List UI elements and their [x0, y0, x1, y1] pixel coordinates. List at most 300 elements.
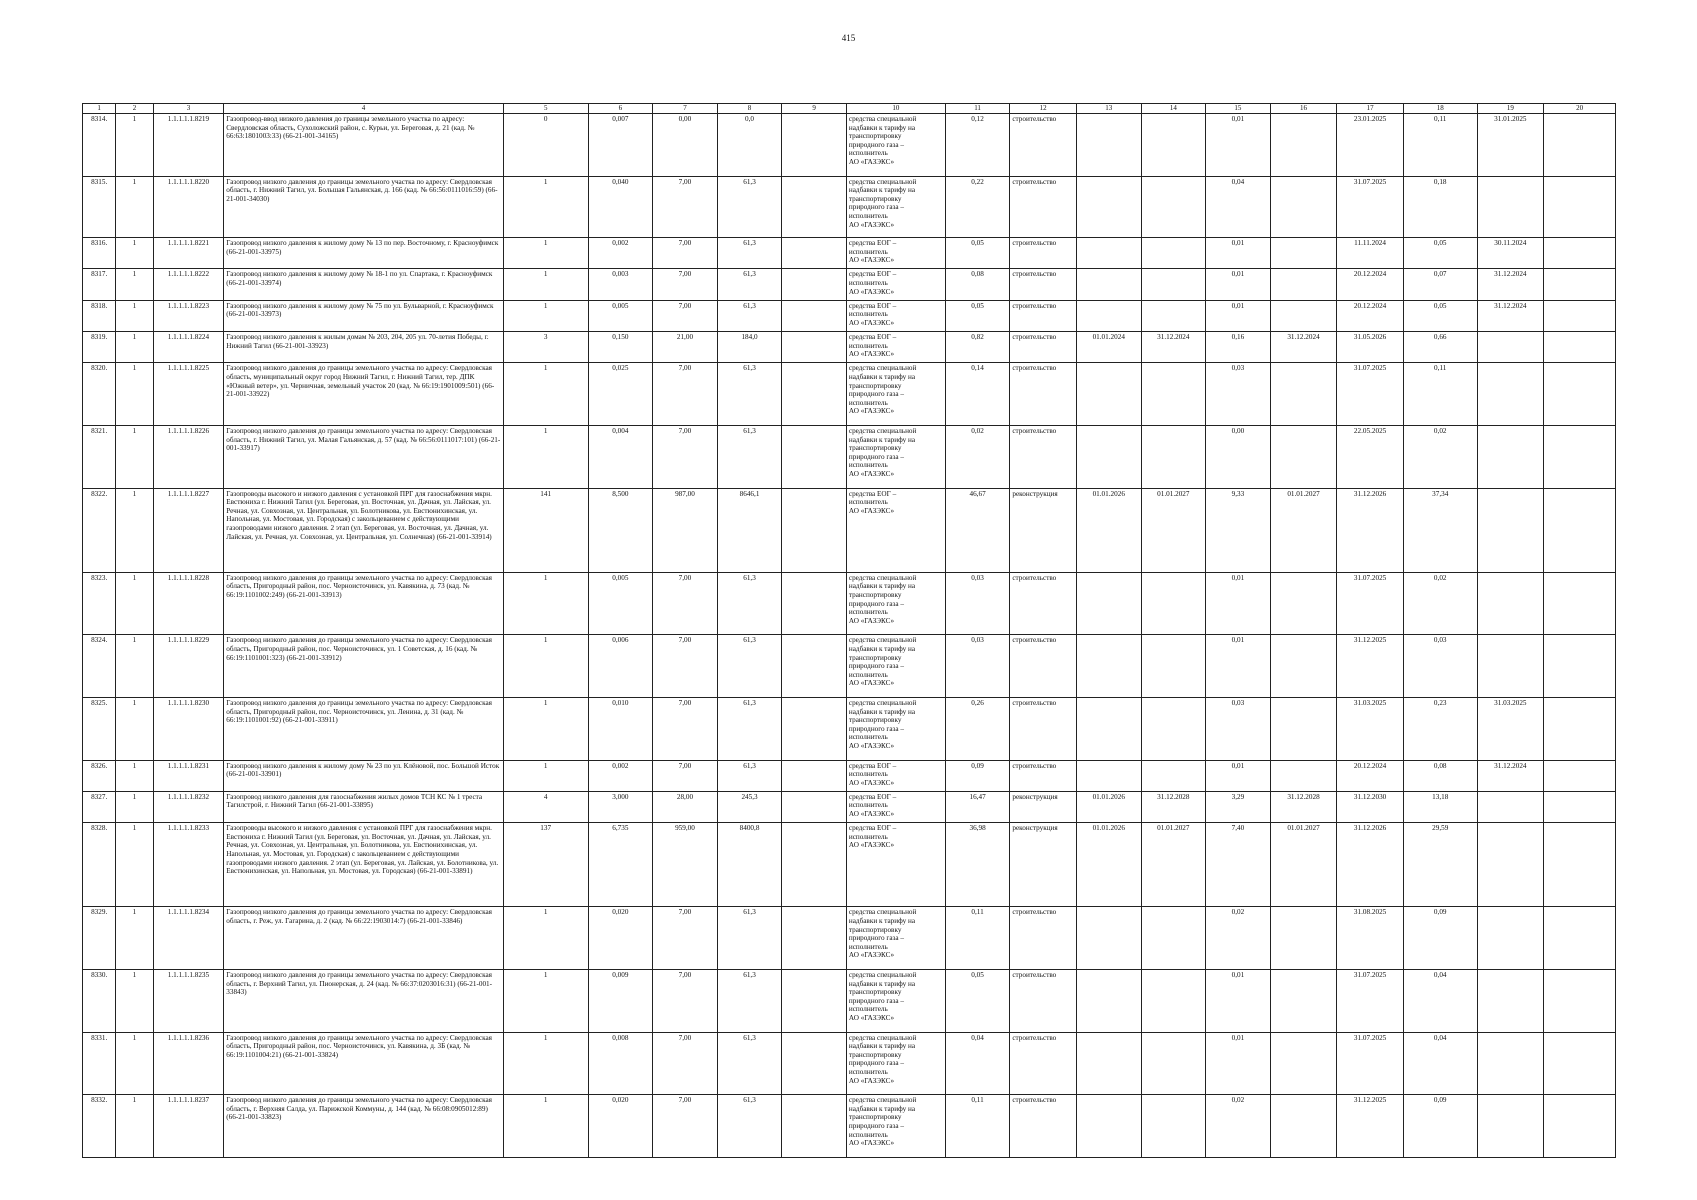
- cell-col-13: [1076, 697, 1141, 760]
- cell-col-5: 4: [503, 791, 588, 822]
- cell-col-8: 61,3: [717, 1095, 782, 1158]
- cell-col-12: строительство: [1010, 176, 1077, 238]
- cell-col-14: 31.12.2024: [1141, 332, 1206, 363]
- cell-col-20: [1544, 269, 1616, 300]
- cell-col-3: 1.1.1.1.1.8228: [153, 572, 224, 635]
- cell-col-11: 0,82: [945, 332, 1010, 363]
- cell-col-9: [782, 635, 847, 698]
- cell-col-19: 31.01.2025: [1477, 114, 1544, 177]
- cell-col-18: 37,34: [1403, 488, 1477, 572]
- cell-col-11: 0,05: [945, 238, 1010, 269]
- cell-col-19: 31.12.2024: [1477, 269, 1544, 300]
- cell-col-10: средства ЕОГ – исполнитель АО «ГАЗЭКС»: [846, 238, 945, 269]
- cell-col-8: 61,3: [717, 969, 782, 1032]
- cell-col-12: реконструкция: [1010, 488, 1077, 572]
- cell-col-1: 8328.: [83, 823, 116, 907]
- column-header-9: 9: [782, 104, 847, 114]
- cell-col-3: 1.1.1.1.1.8223: [153, 300, 224, 331]
- cell-col-3: 1.1.1.1.1.8219: [153, 114, 224, 177]
- table-body: [83, 114, 1616, 1158]
- cell-col-14: 01.01.2027: [1141, 488, 1206, 572]
- cell-col-1: 8320.: [83, 363, 116, 426]
- cell-col-17: 22.05.2025: [1337, 425, 1404, 488]
- cell-col-16: [1270, 907, 1337, 970]
- cell-col-8: 61,3: [717, 238, 782, 269]
- cell-col-17: 31.12.2025: [1337, 1095, 1404, 1158]
- cell-col-15: 0,01: [1206, 114, 1271, 177]
- cell-col-5: 1: [503, 572, 588, 635]
- cell-col-8: 0,0: [717, 114, 782, 177]
- cell-col-6: 8,500: [588, 488, 653, 572]
- cell-col-7: 7,00: [653, 425, 718, 488]
- cell-col-14: [1141, 572, 1206, 635]
- column-header-16: 16: [1270, 104, 1337, 114]
- cell-col-3: 1.1.1.1.1.8234: [153, 907, 224, 970]
- column-header-15: 15: [1206, 104, 1271, 114]
- cell-col-14: [1141, 269, 1206, 300]
- cell-col-10: средства ЕОГ – исполнитель АО «ГАЗЭКС»: [846, 791, 945, 822]
- cell-col-5: 1: [503, 300, 588, 331]
- column-header-11: 11: [945, 104, 1010, 114]
- cell-col-11: 0,08: [945, 269, 1010, 300]
- cell-col-6: 0,008: [588, 1032, 653, 1095]
- cell-col-16: [1270, 269, 1337, 300]
- cell-col-13: [1076, 425, 1141, 488]
- cell-col-9: [782, 114, 847, 177]
- cell-col-2: 1: [116, 488, 153, 572]
- cell-col-19: [1477, 791, 1544, 822]
- cell-col-13: [1076, 1032, 1141, 1095]
- cell-col-19: 31.12.2024: [1477, 760, 1544, 791]
- cell-col-13: [1076, 572, 1141, 635]
- cell-col-13: [1076, 969, 1141, 1032]
- cell-col-10: средства ЕОГ – исполнитель АО «ГАЗЭКС»: [846, 300, 945, 331]
- cell-col-19: [1477, 363, 1544, 426]
- cell-col-10: средства специальной надбавки к тарифу на транспортировку природного газа – исполнитель АО «ГАЗЭКС»: [846, 363, 945, 426]
- table-row: [83, 635, 1616, 698]
- cell-col-16: [1270, 425, 1337, 488]
- cell-col-12: строительство: [1010, 114, 1077, 177]
- cell-col-13: [1076, 907, 1141, 970]
- cell-col-7: 7,00: [653, 1095, 718, 1158]
- cell-col-14: [1141, 760, 1206, 791]
- cell-col-19: [1477, 907, 1544, 970]
- cell-col-9: [782, 363, 847, 426]
- cell-col-4: Газопровод низкого давления до границы земельного участка по адресу: Свердловская область, муниципальный округ город Нижний Тагил, г. Нижний Тагил, тер. ДПК «Южный ветер», ул. Черничная, земельный участок 20 (кад. № 66:19:1901009:501) (66-21-001-33922): [224, 363, 504, 426]
- cell-col-7: 7,00: [653, 760, 718, 791]
- cell-col-17: 31.07.2025: [1337, 969, 1404, 1032]
- cell-col-10: средства специальной надбавки к тарифу на транспортировку природного газа – исполнитель АО «ГАЗЭКС»: [846, 907, 945, 970]
- cell-col-9: [782, 269, 847, 300]
- cell-col-7: 0,00: [653, 114, 718, 177]
- cell-col-14: [1141, 969, 1206, 1032]
- cell-col-6: 0,009: [588, 969, 653, 1032]
- cell-col-17: 20.12.2024: [1337, 760, 1404, 791]
- cell-col-12: строительство: [1010, 1032, 1077, 1095]
- cell-col-1: 8329.: [83, 907, 116, 970]
- cell-col-10: средства специальной надбавки к тарифу на транспортировку природного газа – исполнитель АО «ГАЗЭКС»: [846, 635, 945, 698]
- cell-col-15: 0,01: [1206, 969, 1271, 1032]
- cell-col-14: [1141, 635, 1206, 698]
- cell-col-13: 01.01.2026: [1076, 823, 1141, 907]
- cell-col-1: 8319.: [83, 332, 116, 363]
- cell-col-16: [1270, 176, 1337, 238]
- cell-col-4: Газопровод низкого давления до границы земельного участка по адресу: Свердловская область, Пригородный район, пос. Черноисточинск, ул. Ленина, д. 31 (кад. № 66:19:1101001:92) (66-21-001-33911): [224, 697, 504, 760]
- cell-col-10: средства специальной надбавки к тарифу на транспортировку природного газа – исполнитель АО «ГАЗЭКС»: [846, 1095, 945, 1158]
- cell-col-20: [1544, 332, 1616, 363]
- cell-col-17: 20.12.2024: [1337, 269, 1404, 300]
- table-row: [83, 791, 1616, 822]
- cell-col-17: 31.03.2025: [1337, 697, 1404, 760]
- cell-col-18: 0,18: [1403, 176, 1477, 238]
- cell-col-11: 0,26: [945, 697, 1010, 760]
- cell-col-10: средства специальной надбавки к тарифу на транспортировку природного газа – исполнитель АО «ГАЗЭКС»: [846, 176, 945, 238]
- cell-col-6: 0,002: [588, 760, 653, 791]
- column-header-20: 20: [1544, 104, 1616, 114]
- cell-col-4: Газопровод низкого давления к жилому дому № 75 по ул. Бульварной, г. Красноуфимск (66-21-001-33973): [224, 300, 504, 331]
- cell-col-16: [1270, 572, 1337, 635]
- cell-col-19: 31.12.2024: [1477, 300, 1544, 331]
- cell-col-11: 0,12: [945, 114, 1010, 177]
- cell-col-18: 0,04: [1403, 1032, 1477, 1095]
- cell-col-13: [1076, 1095, 1141, 1158]
- table-row: [83, 269, 1616, 300]
- cell-col-15: 0,03: [1206, 697, 1271, 760]
- cell-col-7: 987,00: [653, 488, 718, 572]
- cell-col-2: 1: [116, 332, 153, 363]
- cell-col-3: 1.1.1.1.1.8222: [153, 269, 224, 300]
- table-row: [83, 907, 1616, 970]
- cell-col-19: [1477, 1032, 1544, 1095]
- cell-col-16: [1270, 760, 1337, 791]
- cell-col-20: [1544, 572, 1616, 635]
- cell-col-17: 11.11.2024: [1337, 238, 1404, 269]
- cell-col-18: 13,18: [1403, 791, 1477, 822]
- cell-col-9: [782, 907, 847, 970]
- cell-col-16: [1270, 1095, 1337, 1158]
- cell-col-1: 8332.: [83, 1095, 116, 1158]
- cell-col-4: Газопровод низкого давления до границы земельного участка по адресу: Свердловская область, г. Верхний Тагил, ул. Пионерская, д. 24 (кад. № 66:37:0203016:31) (66-21-001-33843): [224, 969, 504, 1032]
- cell-col-11: 0,11: [945, 1095, 1010, 1158]
- cell-col-15: 0,03: [1206, 363, 1271, 426]
- cell-col-1: 8326.: [83, 760, 116, 791]
- cell-col-13: [1076, 176, 1141, 238]
- cell-col-17: 31.07.2025: [1337, 572, 1404, 635]
- cell-col-15: 9,33: [1206, 488, 1271, 572]
- cell-col-15: 0,01: [1206, 300, 1271, 331]
- cell-col-12: строительство: [1010, 1095, 1077, 1158]
- cell-col-3: 1.1.1.1.1.8220: [153, 176, 224, 238]
- cell-col-2: 1: [116, 969, 153, 1032]
- column-header-1: 1: [83, 104, 116, 114]
- cell-col-15: 7,40: [1206, 823, 1271, 907]
- cell-col-20: [1544, 1095, 1616, 1158]
- cell-col-15: 0,01: [1206, 1032, 1271, 1095]
- cell-col-5: 0: [503, 114, 588, 177]
- cell-col-19: [1477, 1095, 1544, 1158]
- cell-col-15: 0,01: [1206, 760, 1271, 791]
- column-header-18: 18: [1403, 104, 1477, 114]
- cell-col-19: [1477, 635, 1544, 698]
- cell-col-20: [1544, 1032, 1616, 1095]
- cell-col-18: 0,04: [1403, 969, 1477, 1032]
- cell-col-11: 0,03: [945, 572, 1010, 635]
- cell-col-2: 1: [116, 363, 153, 426]
- cell-col-17: 31.08.2025: [1337, 907, 1404, 970]
- cell-col-14: [1141, 907, 1206, 970]
- cell-col-4: Газопроводы высокого и низкого давления с установкой ПРГ для газоснабжения мкрн. Евстюниха г. Нижний Тагил (ул. Береговая, ул. Восточная, ул. Дачная, ул. Лайская, ул. Речная, ул. Совхозная, ул. Центральная, ул. Болотникова, ул. Евстюнихинская, ул. Напольная, ул. Мостовая, ул. Городская) с закольцеванием с действующими газопроводами низкого давления. 2 этап (ул. Береговая, ул. Восточная, ул. Дачная, ул. Лайская, ул. Речная, ул. Совхозная, ул. Центральная, ул. Солнечная) (66-21-001-33914): [224, 488, 504, 572]
- cell-col-8: 61,3: [717, 176, 782, 238]
- cell-col-7: 7,00: [653, 572, 718, 635]
- cell-col-5: 1: [503, 425, 588, 488]
- cell-col-4: Газопровод-ввод низкого давления до границы земельного участка по адресу: Свердловская область, Сухоложский район, с. Курьи, ул. Береговая, д. 21 (кад. № 66:63:1801003:33) (66-21-001-34165): [224, 114, 504, 177]
- table-row: [83, 572, 1616, 635]
- table-row: [83, 425, 1616, 488]
- column-number-row: [83, 104, 1616, 114]
- cell-col-1: 8331.: [83, 1032, 116, 1095]
- table-row: [83, 114, 1616, 177]
- cell-col-1: 8314.: [83, 114, 116, 177]
- cell-col-8: 61,3: [717, 635, 782, 698]
- table-row: [83, 1032, 1616, 1095]
- cell-col-12: строительство: [1010, 969, 1077, 1032]
- cell-col-11: 0,14: [945, 363, 1010, 426]
- cell-col-9: [782, 332, 847, 363]
- cell-col-10: средства специальной надбавки к тарифу на транспортировку природного газа – исполнитель АО «ГАЗЭКС»: [846, 1032, 945, 1095]
- column-header-17: 17: [1337, 104, 1404, 114]
- cell-col-16: 31.12.2028: [1270, 791, 1337, 822]
- cell-col-2: 1: [116, 238, 153, 269]
- cell-col-10: средства ЕОГ – исполнитель АО «ГАЗЭКС»: [846, 332, 945, 363]
- cell-col-12: реконструкция: [1010, 791, 1077, 822]
- cell-col-7: 21,00: [653, 332, 718, 363]
- cell-col-5: 137: [503, 823, 588, 907]
- cell-col-9: [782, 823, 847, 907]
- cell-col-8: 61,3: [717, 300, 782, 331]
- cell-col-9: [782, 791, 847, 822]
- cell-col-6: 0,020: [588, 1095, 653, 1158]
- cell-col-7: 7,00: [653, 1032, 718, 1095]
- cell-col-12: строительство: [1010, 635, 1077, 698]
- cell-col-10: средства специальной надбавки к тарифу на транспортировку природного газа – исполнитель АО «ГАЗЭКС»: [846, 114, 945, 177]
- cell-col-12: строительство: [1010, 363, 1077, 426]
- cell-col-18: 0,02: [1403, 572, 1477, 635]
- table-row: [83, 1095, 1616, 1158]
- column-header-6: 6: [588, 104, 653, 114]
- cell-col-6: 0,150: [588, 332, 653, 363]
- cell-col-13: [1076, 114, 1141, 177]
- cell-col-7: 7,00: [653, 269, 718, 300]
- cell-col-14: [1141, 1095, 1206, 1158]
- cell-col-15: 0,02: [1206, 907, 1271, 970]
- cell-col-4: Газопровод низкого давления до границы земельного участка по адресу: Свердловская область, г. Нижний Тагил, ул. Малая Гальянская, д. 57 (кад. № 66:56:0111017:101) (66-21-001-33917): [224, 425, 504, 488]
- column-header-4: 4: [224, 104, 504, 114]
- cell-col-3: 1.1.1.1.1.8225: [153, 363, 224, 426]
- cell-col-5: 1: [503, 760, 588, 791]
- cell-col-8: 184,0: [717, 332, 782, 363]
- cell-col-13: [1076, 363, 1141, 426]
- cell-col-2: 1: [116, 823, 153, 907]
- cell-col-3: 1.1.1.1.1.8226: [153, 425, 224, 488]
- cell-col-16: [1270, 969, 1337, 1032]
- cell-col-12: строительство: [1010, 425, 1077, 488]
- cell-col-2: 1: [116, 907, 153, 970]
- cell-col-20: [1544, 969, 1616, 1032]
- cell-col-14: [1141, 300, 1206, 331]
- cell-col-3: 1.1.1.1.1.8236: [153, 1032, 224, 1095]
- cell-col-20: [1544, 760, 1616, 791]
- cell-col-8: 8400,8: [717, 823, 782, 907]
- cell-col-14: [1141, 114, 1206, 177]
- cell-col-2: 1: [116, 1032, 153, 1095]
- table-row: [83, 363, 1616, 426]
- cell-col-11: 36,98: [945, 823, 1010, 907]
- cell-col-7: 7,00: [653, 300, 718, 331]
- cell-col-6: 0,005: [588, 572, 653, 635]
- column-header-12: 12: [1010, 104, 1077, 114]
- cell-col-20: [1544, 791, 1616, 822]
- column-header-14: 14: [1141, 104, 1206, 114]
- cell-col-7: 7,00: [653, 697, 718, 760]
- column-header-2: 2: [116, 104, 153, 114]
- cell-col-18: 0,02: [1403, 425, 1477, 488]
- cell-col-19: [1477, 969, 1544, 1032]
- cell-col-1: 8321.: [83, 425, 116, 488]
- table-row: [83, 823, 1616, 907]
- table-row: [83, 332, 1616, 363]
- cell-col-16: [1270, 114, 1337, 177]
- cell-col-20: [1544, 114, 1616, 177]
- cell-col-7: 7,00: [653, 969, 718, 1032]
- page-number: 415: [841, 33, 856, 43]
- cell-col-2: 1: [116, 1095, 153, 1158]
- cell-col-6: 0,005: [588, 300, 653, 331]
- table-row: [83, 488, 1616, 572]
- cell-col-2: 1: [116, 269, 153, 300]
- cell-col-8: 61,3: [717, 572, 782, 635]
- cell-col-1: 8315.: [83, 176, 116, 238]
- cell-col-15: 0,00: [1206, 425, 1271, 488]
- cell-col-12: строительство: [1010, 332, 1077, 363]
- column-header-19: 19: [1477, 104, 1544, 114]
- cell-col-5: 1: [503, 907, 588, 970]
- cell-col-20: [1544, 425, 1616, 488]
- cell-col-14: [1141, 1032, 1206, 1095]
- cell-col-12: строительство: [1010, 300, 1077, 331]
- cell-col-20: [1544, 300, 1616, 331]
- cell-col-13: [1076, 300, 1141, 331]
- cell-col-10: средства ЕОГ – исполнитель АО «ГАЗЭКС»: [846, 760, 945, 791]
- cell-col-1: 8322.: [83, 488, 116, 572]
- cell-col-10: средства ЕОГ – исполнитель АО «ГАЗЭКС»: [846, 488, 945, 572]
- column-header-5: 5: [503, 104, 588, 114]
- column-header-8: 8: [717, 104, 782, 114]
- column-header-13: 13: [1076, 104, 1141, 114]
- cell-col-2: 1: [116, 697, 153, 760]
- cell-col-6: 0,007: [588, 114, 653, 177]
- cell-col-20: [1544, 907, 1616, 970]
- cell-col-19: 31.03.2025: [1477, 697, 1544, 760]
- cell-col-8: 61,3: [717, 697, 782, 760]
- cell-col-6: 0,003: [588, 269, 653, 300]
- column-header-3: 3: [153, 104, 224, 114]
- cell-col-11: 0,04: [945, 1032, 1010, 1095]
- cell-col-13: 01.01.2024: [1076, 332, 1141, 363]
- cell-col-15: 3,29: [1206, 791, 1271, 822]
- cell-col-2: 1: [116, 425, 153, 488]
- cell-col-19: 30.11.2024: [1477, 238, 1544, 269]
- cell-col-17: 31.07.2025: [1337, 176, 1404, 238]
- cell-col-12: строительство: [1010, 572, 1077, 635]
- cell-col-2: 1: [116, 114, 153, 177]
- cell-col-1: 8330.: [83, 969, 116, 1032]
- document-table-wrapper: [82, 103, 1616, 1158]
- cell-col-16: 01.01.2027: [1270, 823, 1337, 907]
- cell-col-19: [1477, 823, 1544, 907]
- cell-col-17: 20.12.2024: [1337, 300, 1404, 331]
- cell-col-9: [782, 176, 847, 238]
- cell-col-6: 0,025: [588, 363, 653, 426]
- cell-col-7: 7,00: [653, 238, 718, 269]
- cell-col-4: Газопровод низкого давления до границы земельного участка по адресу: Свердловская область, г. Нижний Тагил, ул. Большая Гальянская, д. 166 (кад. № 66:56:0111016:59) (66-21-001-34030): [224, 176, 504, 238]
- cell-col-7: 28,00: [653, 791, 718, 822]
- cell-col-15: 0,01: [1206, 572, 1271, 635]
- cell-col-16: [1270, 238, 1337, 269]
- cell-col-2: 1: [116, 635, 153, 698]
- cell-col-14: 01.01.2027: [1141, 823, 1206, 907]
- cell-col-15: 0,01: [1206, 635, 1271, 698]
- cell-col-5: 1: [503, 238, 588, 269]
- cell-col-10: средства ЕОГ – исполнитель АО «ГАЗЭКС»: [846, 823, 945, 907]
- cell-col-5: 1: [503, 363, 588, 426]
- cell-col-13: [1076, 635, 1141, 698]
- cell-col-3: 1.1.1.1.1.8237: [153, 1095, 224, 1158]
- cell-col-14: [1141, 238, 1206, 269]
- cell-col-19: [1477, 572, 1544, 635]
- cell-col-3: 1.1.1.1.1.8227: [153, 488, 224, 572]
- cell-col-10: средства специальной надбавки к тарифу на транспортировку природного газа – исполнитель АО «ГАЗЭКС»: [846, 572, 945, 635]
- cell-col-1: 8318.: [83, 300, 116, 331]
- cell-col-20: [1544, 176, 1616, 238]
- cell-col-15: 0,01: [1206, 238, 1271, 269]
- cell-col-4: Газопровод низкого давления до границы земельного участка по адресу: Свердловская область, Пригородный район, пос. Черноисточинск, ул. Кавякина, д. 73 (кад. № 66:19:1101002:249) (66-21-001-33913): [224, 572, 504, 635]
- cell-col-9: [782, 300, 847, 331]
- cell-col-14: [1141, 425, 1206, 488]
- cell-col-3: 1.1.1.1.1.8221: [153, 238, 224, 269]
- cell-col-13: [1076, 269, 1141, 300]
- table-row: [83, 176, 1616, 238]
- cell-col-17: 31.12.2026: [1337, 823, 1404, 907]
- cell-col-6: 6,735: [588, 823, 653, 907]
- cell-col-4: Газопровод низкого давления до границы земельного участка по адресу: Свердловская область, Пригородный район, пос. Черноисточинск, ул. 1 Советская, д. 16 (кад. № 66:19:1101001:323) (66-21-001-33912): [224, 635, 504, 698]
- cell-col-8: 61,3: [717, 425, 782, 488]
- cell-col-10: средства специальной надбавки к тарифу на транспортировку природного газа – исполнитель АО «ГАЗЭКС»: [846, 425, 945, 488]
- cell-col-10: средства специальной надбавки к тарифу на транспортировку природного газа – исполнитель АО «ГАЗЭКС»: [846, 969, 945, 1032]
- cell-col-20: [1544, 488, 1616, 572]
- cell-col-15: 0,02: [1206, 1095, 1271, 1158]
- cell-col-1: 8325.: [83, 697, 116, 760]
- cell-col-11: 16,47: [945, 791, 1010, 822]
- cell-col-8: 245,3: [717, 791, 782, 822]
- cell-col-4: Газопровод низкого давления до границы земельного участка по адресу: Свердловская область, Пригородный район, пос. Черноисточинск, ул. Кавякина, д. 3Б (кад. № 66:19:1101004:21) (66-21-001-33824): [224, 1032, 504, 1095]
- cell-col-6: 0,004: [588, 425, 653, 488]
- cell-col-15: 0,16: [1206, 332, 1271, 363]
- cell-col-5: 1: [503, 635, 588, 698]
- cell-col-14: [1141, 363, 1206, 426]
- cell-col-20: [1544, 635, 1616, 698]
- cell-col-8: 61,3: [717, 1032, 782, 1095]
- cell-col-15: 0,04: [1206, 176, 1271, 238]
